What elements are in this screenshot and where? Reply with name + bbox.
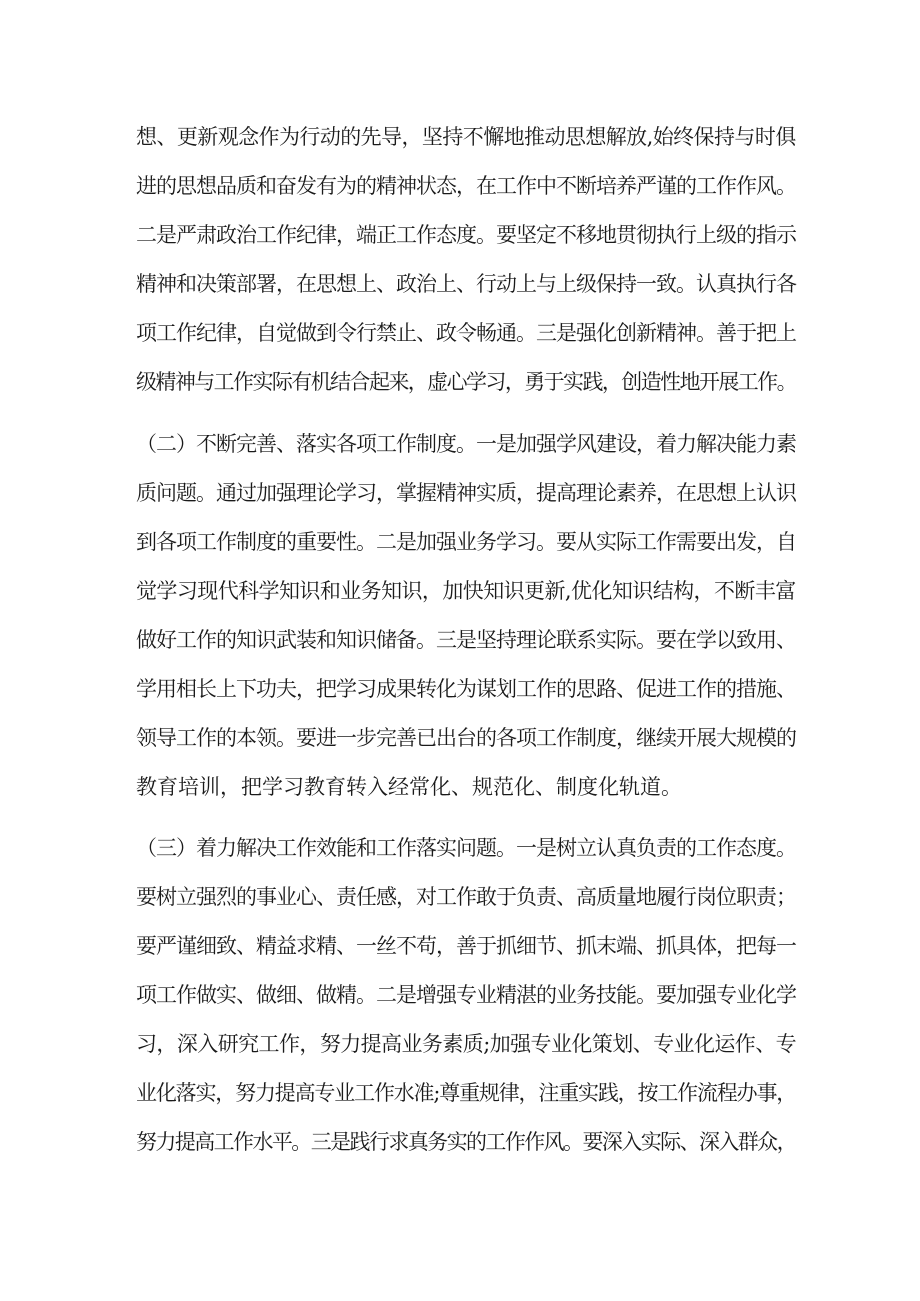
- text-line: 做好工作的知识武装和知识储备。三是坚持理论联系实际。要在学以致用、: [136, 628, 796, 652]
- text-line: 到各项工作制度的重要性。二是加强业务学习。要从实际工作需要出发，自: [136, 530, 796, 554]
- text-line: 项工作纪律，自觉做到令行禁止、政令畅通。三是强化创新精神。善于把上: [136, 321, 796, 345]
- paragraph-section-3: [136, 824, 796, 1167]
- text-line: 教育培训，把学习教育转入经常化、规范化、制度化轨道。: [136, 775, 682, 799]
- text-line: 领导工作的本领。要进一步完善已出台的各项工作制度，继续开展大规模的: [136, 726, 796, 750]
- text-line: 进的思想品质和奋发有为的精神状态，在工作中不断培养严谨的工作作风。: [136, 174, 796, 198]
- text-line: 努力提高工作水平。三是践行求真务实的工作作风。要深入实际、深入群众，: [136, 1130, 797, 1154]
- text-line: 业化落实，努力提高专业工作水准;尊重规律，注重实践，按工作流程办事，: [136, 1081, 797, 1105]
- text-line: （二）不断完善、落实各项工作制度。一是加强学风建设，着力解决能力素: [136, 432, 796, 456]
- paragraph-section-2: [136, 420, 796, 812]
- text-line: 质问题。通过加强理论学习，掌握精神实质，提高理论素养，在思想上认识: [136, 481, 796, 505]
- text-line: 二是严肃政治工作纪律，端正工作态度。要坚定不移地贯彻执行上级的指示: [136, 223, 796, 247]
- text-line: 要树立强烈的事业心、责任感，对工作敢于负责、高质量地履行岗位职责；: [136, 885, 796, 909]
- text-line: 精神和决策部署，在思想上、政治上、行动上与上级保持一致。认真执行各: [136, 272, 796, 296]
- text-line: 习，深入研究工作，努力提高业务素质;加强专业化策划、专业化运作、专: [136, 1032, 797, 1056]
- text-line: （三）着力解决工作效能和工作落实问题。一是树立认真负责的工作态度。: [136, 836, 796, 860]
- text-line: 要严谨细致、精益求精、一丝不苟，善于抓细节、抓末端、抓具体，把每一: [136, 934, 796, 958]
- text-line: 学用相长上下功夫，把学习成果转化为谋划工作的思路、促进工作的措施、: [136, 677, 796, 701]
- text-line: 想、更新观念作为行动的先导，坚持不懈地推动思想解放,始终保持与时俱: [136, 125, 796, 149]
- text-line: 觉学习现代科学知识和业务知识，加快知识更新,优化知识结构，不断丰富: [136, 579, 796, 603]
- paragraph-continuation: [136, 113, 796, 407]
- text-line: 级精神与工作实际有机结合起来，虚心学习，勇于实践，创造性地开展工作。: [136, 370, 797, 394]
- text-line: 项工作做实、做细、做精。二是增强专业精湛的业务技能。要加强专业化学: [136, 983, 796, 1007]
